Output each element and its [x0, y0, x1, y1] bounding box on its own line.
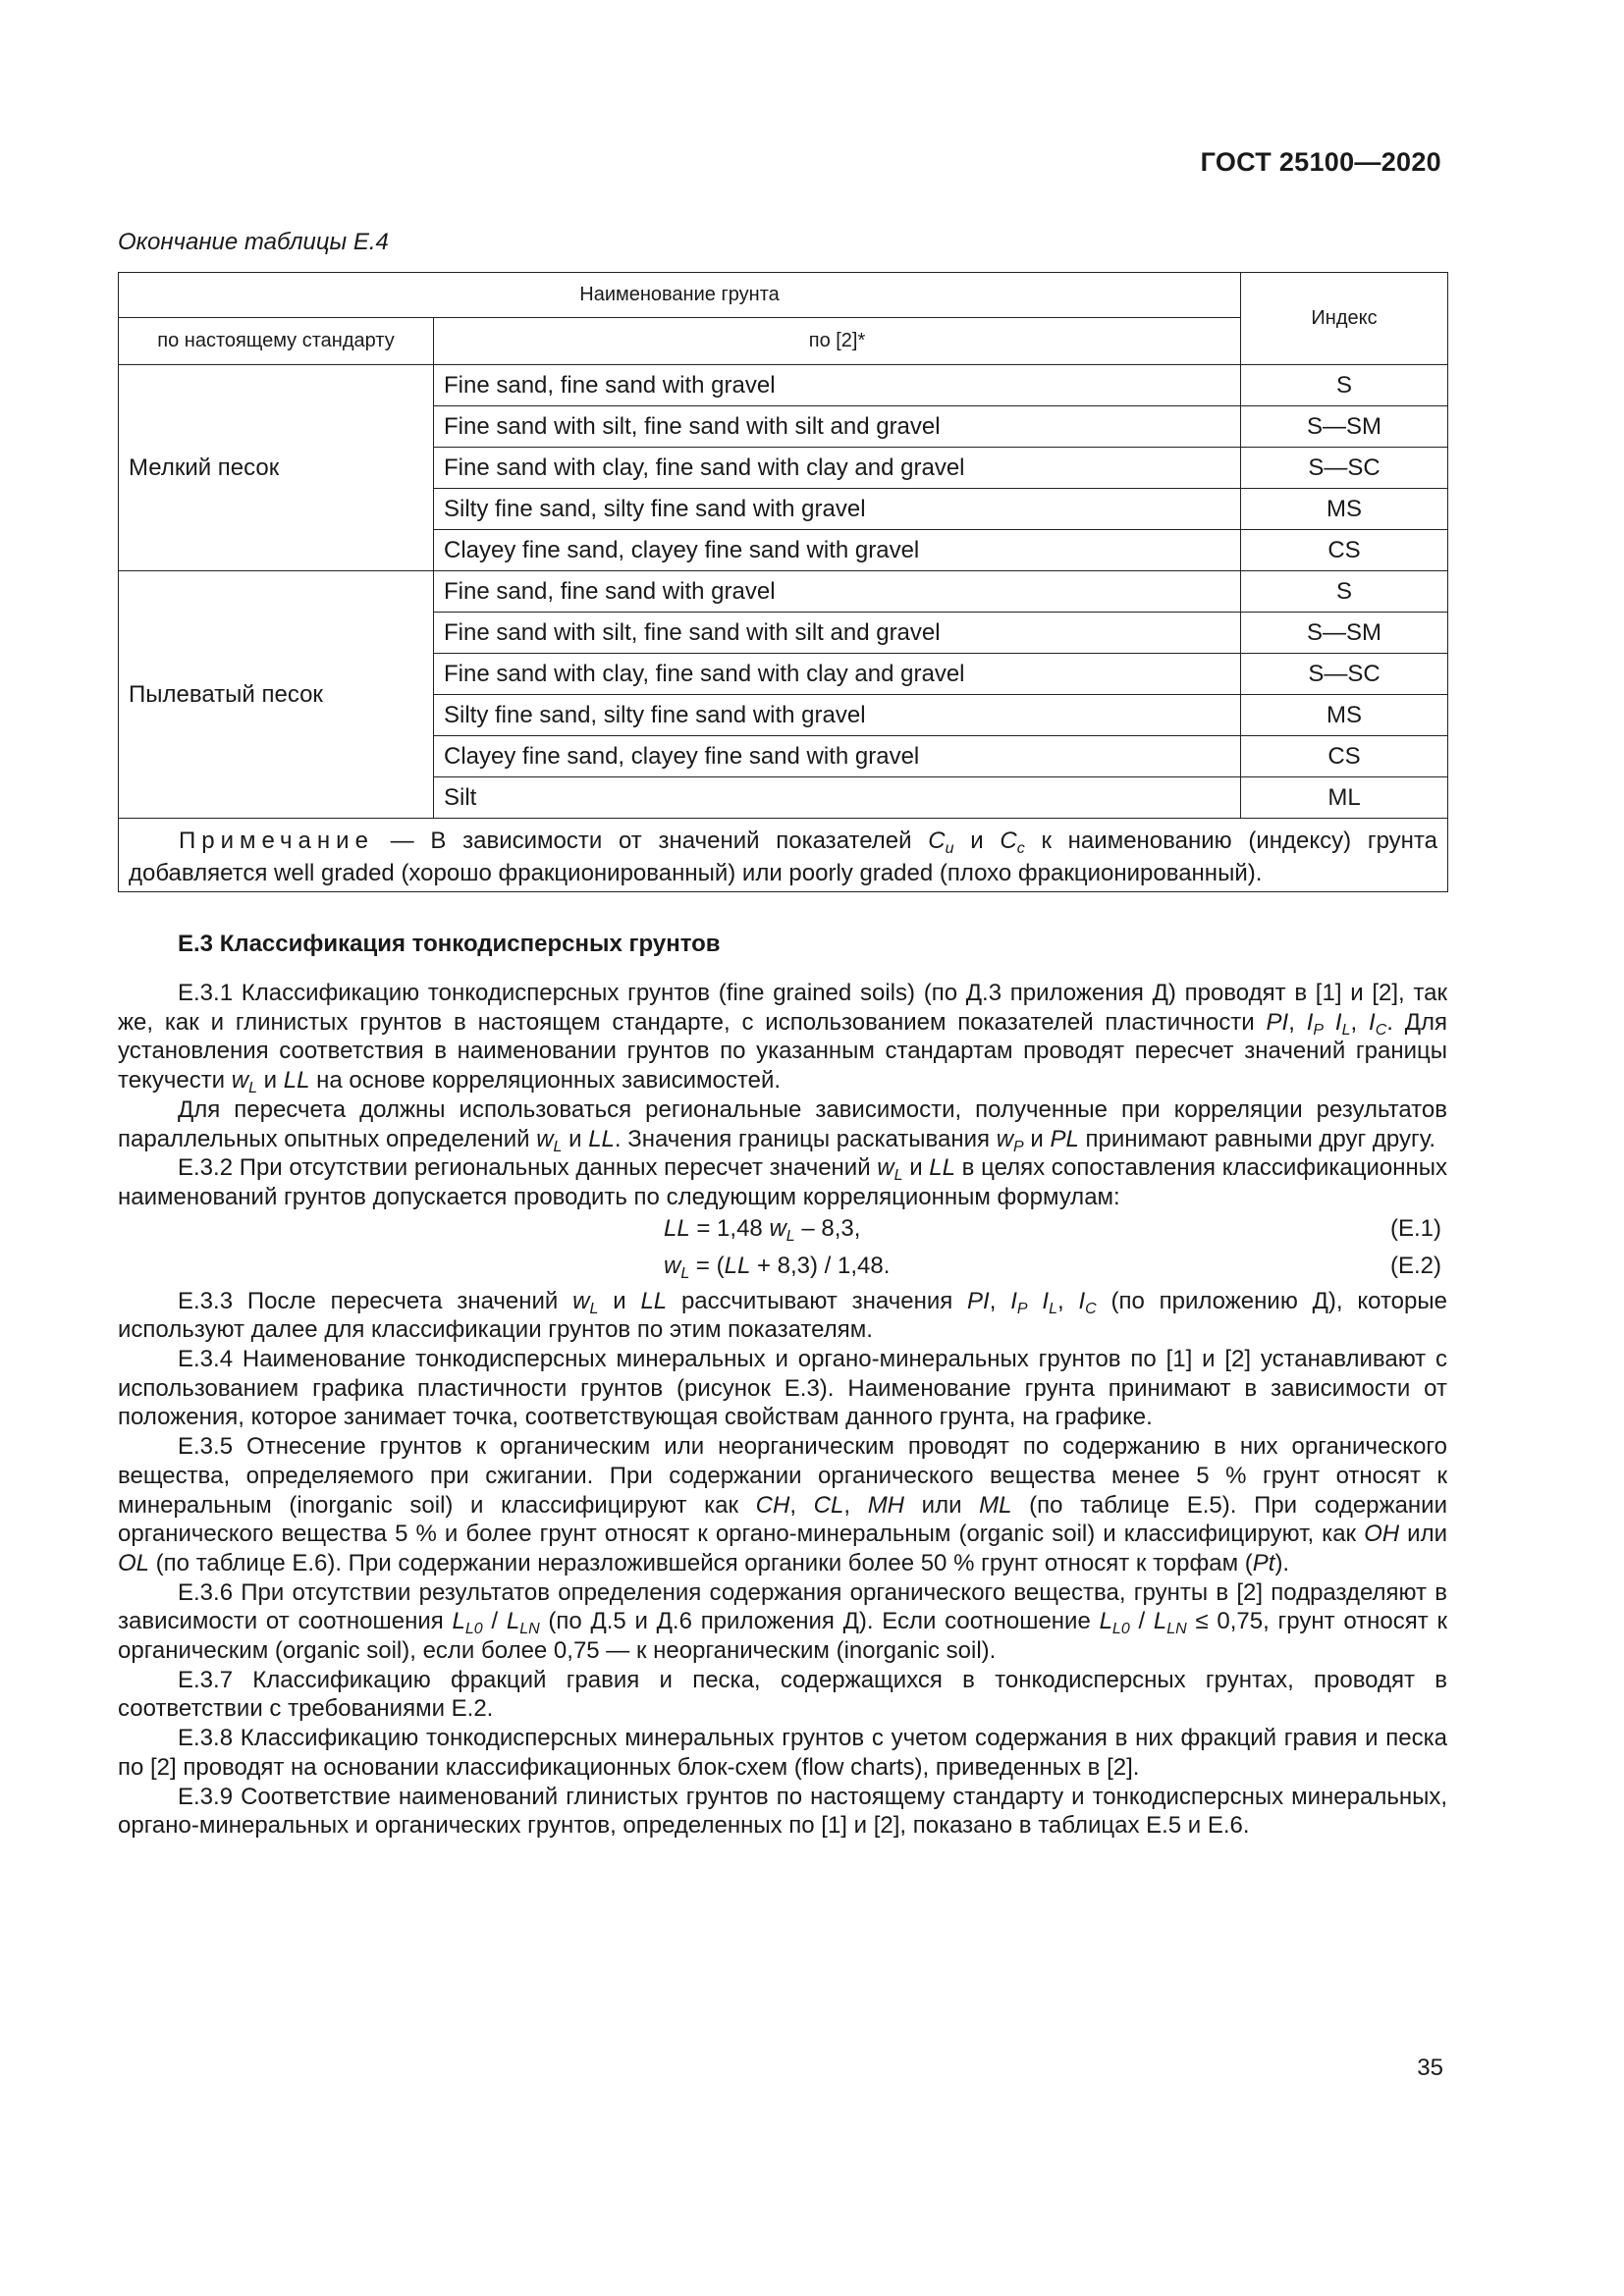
header-index: Индекс — [1241, 273, 1448, 365]
soil-name-cell: Fine sand with clay, fine sand with clay and gravel — [434, 654, 1241, 695]
soil-name-cell: Clayey fine sand, clayey fine sand with gravel — [434, 736, 1241, 777]
formula-e2-number: (Е.2) — [1389, 1252, 1441, 1279]
paragraph-e33: Е.3.3 После пересчета значений $w_L$ и LL рассчитывают значения PI, $I_P$ $I_L$, $I_C$ (по приложению Д), которые используют далее для классификации грунтов по этим показателям. — [118, 1287, 1447, 1344]
paragraph-e36: Е.3.6 При отсутствии результатов определения содержания органического вещества, грунты в [2] подразделяют в зависимости от соотношения $L_{L0} / L_{LN}$ (по Д.5 и Д.6 приложения Д). Если соотношение $L_{L0} / L_{LN} \le 0,75$, грунт относят к органическим (organic soil), если более 0,75 — к неорганическим (inorganic soil). — [118, 1578, 1447, 1665]
note-subscript: c — [1016, 840, 1025, 857]
index-cell: S—SC — [1241, 654, 1448, 695]
formula-e2 — [118, 1252, 1447, 1287]
note-symbol: C — [1000, 828, 1017, 854]
index-cell: MS — [1241, 695, 1448, 736]
table-note-row — [119, 819, 1448, 892]
formula-e1 — [118, 1214, 1447, 1250]
header-ref2: по [2]* — [434, 318, 1241, 365]
paragraph-e38: Е.3.8 Классификацию тонкодисперсных минеральных грунтов с учетом содержания в них фракций гравия и песка по [2] проводят на основании классификационных блок-схем (flow charts), приведенных в [2]. — [118, 1725, 1447, 1781]
note-text: и — [953, 828, 1001, 854]
group-name: Мелкий песок — [119, 365, 434, 571]
formula-e2-expression: $w_L = (LL + 8,3) / 1,48$. — [664, 1252, 891, 1282]
index-cell: MS — [1241, 489, 1448, 530]
document-code: ГОСТ 25100—2020 — [1200, 147, 1441, 177]
index-cell: ML — [1241, 777, 1448, 819]
index-cell: S — [1241, 571, 1448, 613]
paragraph-e35: Е.3.5 Отнесение грунтов к органическим или неорганическим проводят по содержанию в них органического вещества, определяемого при сжигании. При содержании органического вещества менее 5 % грунт относят к минеральным (inorganic soil) и классифицируют как CH, CL, MH или ML (по таблице Е.5). При содержании органического вещества 5 % и более грунт относят к органо-минеральным (organic soil) и классифицируют, как OH или OL (по таблице Е.6). При содержании неразложившейся органики более 50 % грунт относят к торфам (Pt). — [118, 1433, 1447, 1576]
soil-name-cell: Silty fine sand, silty fine sand with gravel — [434, 695, 1241, 736]
soil-name-cell: Fine sand with silt, fine sand with silt and gravel — [434, 406, 1241, 448]
index-cell: S—SM — [1241, 613, 1448, 654]
soil-name-cell: Fine sand, fine sand with gravel — [434, 365, 1241, 406]
note-symbol: C — [928, 828, 946, 854]
soil-name-cell: Fine sand with clay, fine sand with clay and gravel — [434, 448, 1241, 489]
page-number: 35 — [1417, 2055, 1443, 2081]
note-subscript: u — [945, 840, 954, 857]
paragraph-e32: Е.3.2 При отсутствии региональных данных пересчет значений $w_L$ и LL в целях сопоставления классификационных наименований грунтов допускается проводить по следующим корреляционным формулам: — [118, 1154, 1448, 1210]
index-cell: CS — [1241, 736, 1448, 777]
header-soil-name: Наименование грунта — [119, 273, 1241, 318]
paragraph-e31-cont: Для пересчета должны использоваться региональные зависимости, полученные при корреляции результатов параллельных опытных определений $w_L$ и LL. Значения границы раскатывания $w_P$ и PL принимают равными друг другу. — [118, 1095, 1447, 1155]
paragraph-e37: Е.3.7 Классификацию фракций гравия и песка, содержащихся в тонкодисперсных грунтах, проводят в соответствии с требованиями Е.2. — [118, 1666, 1447, 1723]
group-name: Пылеватый песок — [119, 571, 434, 819]
paragraph-e39: Е.3.9 Соответствие наименований глинистых грунтов по настоящему стандарту и тонкодисперсных минеральных, органо-минеральных и органических грунтов, определенных по [1] и [2], показано в таблицах Е.5 и Е.6. — [118, 1783, 1447, 1840]
soil-name-cell: Fine sand, fine sand with gravel — [434, 571, 1241, 613]
index-cell: S—SM — [1241, 406, 1448, 448]
index-cell: CS — [1241, 530, 1448, 571]
soil-name-cell: Silty fine sand, silty fine sand with gravel — [434, 489, 1241, 530]
paragraph-e31: Е.3.1 Классификацию тонкодисперсных грунтов (fine grained soils) (по Д.3 приложения Д) проводят в [1] и [2], так же, как и глинистых грунтов в настоящем стандарте, с использованием показателей пластичности PI, $I_P$ $I_L$, $I_C$. Для установления соответствия в наименовании грунтов по указанным стандартам проводят пересчет значений границы текучести $w_L$ и LL на основе корреляционных зависимостей. — [118, 980, 1448, 1097]
soil-name-cell: Silt — [434, 777, 1241, 819]
note-text: к наименованию (индексу) грунта добавляется well graded (хорошо фракционированный) или poorly graded (плохо фракционированный). — [129, 828, 1437, 886]
soil-name-cell: Fine sand with silt, fine sand with silt and gravel — [434, 613, 1241, 654]
soil-name-cell: Clayey fine sand, clayey fine sand with gravel — [434, 530, 1241, 571]
paragraph-e34: Е.3.4 Наименование тонкодисперсных минеральных и органо-минеральных грунтов по [1] и [2] устанавливают с использованием графика пластичности грунтов (рисунок Е.3). Наименование грунта принимают в зависимости от положения, которое занимает точка, соответствующая свойствам данного грунта, на графике. — [118, 1346, 1447, 1431]
section-title: Е.3 Классификация тонкодисперсных грунтов — [178, 931, 721, 957]
section-body — [118, 979, 1447, 1841]
table-row — [119, 365, 1448, 406]
soil-table — [118, 272, 1448, 892]
formula-e1-number: (Е.1) — [1389, 1214, 1441, 1242]
header-this-standard: по настоящему стандарту — [119, 318, 434, 365]
note-label: Примечание — [179, 828, 374, 854]
formula-e1-expression: LL = 1,48 $w_L - 8,3$, — [664, 1214, 861, 1245]
index-cell: S — [1241, 365, 1448, 406]
table-row — [119, 571, 1448, 613]
index-cell: S—SC — [1241, 448, 1448, 489]
note-text: — В зависимости от значений показателей — [373, 828, 929, 854]
table-note — [119, 819, 1448, 892]
table-caption: Окончание таблицы Е.4 — [118, 229, 389, 255]
